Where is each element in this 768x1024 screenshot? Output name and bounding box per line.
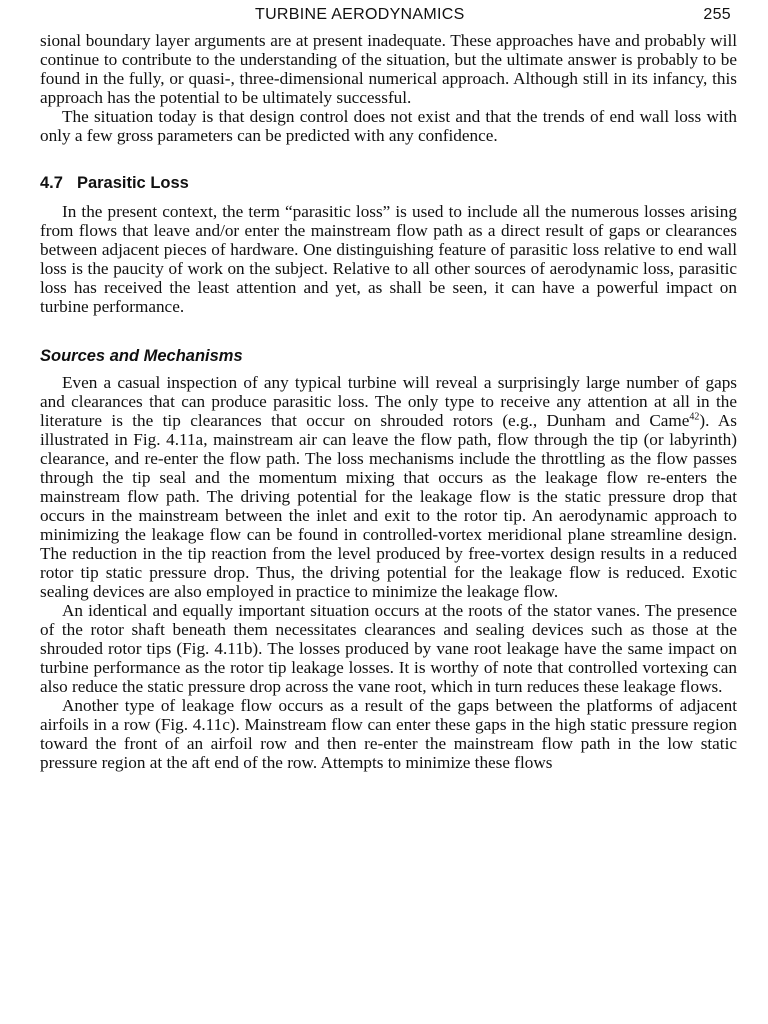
section-number: 4.7	[40, 174, 63, 192]
paragraph	[40, 373, 737, 601]
paragraph-text: Even a casual inspection of any typical turbine will reveal a surprisingly large number of gaps and clearances that can produce parasitic loss. The only type to receive any attention at all in the literature is the tip clearances that occur on shrouded rotors (e.g., Dunham and Came	[40, 373, 737, 430]
running-title: TURBINE AERODYNAMICS	[255, 6, 465, 23]
page-number: 255	[703, 6, 731, 23]
paragraph: The situation today is that design control does not exist and that the trends of end wall loss with only a few gross parameters can be predicted with any confidence.	[40, 107, 737, 145]
paragraph: An identical and equally important situation occurs at the roots of the stator vanes. The presence of the rotor shaft beneath them necessitates clearances and sealing devices such as those at the shrouded rotor tips (Fig. 4.11b). The losses produced by vane root leakage have the same impact on turbine performance as the rotor tip leakage losses. It is worthy of note that controlled vortexing can also reduce the static pressure drop across the vane root, which in turn reduces these leakage flows.	[40, 601, 737, 696]
paragraph-text: ). As illustrated in Fig. 4.11a, mainstream air can leave the flow path, flow through the tip (or labyrinth) clearance, and re-enter the flow path. The loss mechanisms include the throttling as the flow passes through the tip seal and the momentum mixing that occurs as the leakage flow re-enters the mainstream flow path. The driving potential for the leakage flow is the static pressure drop that occurs in the mainstream between the inlet and exit to the rotor tip. An aerodynamic approach to minimizing the leakage flow can be found in controlled-vortex meridional plane streamline design. The reduction in the tip reaction from the level produced by free-vortex design results in a reduced rotor tip static pressure drop. Thus, the driving potential for the leakage flow is reduced. Exotic sealing devices are also employed in practice to minimize the leakage flow.	[40, 411, 737, 601]
citation-reference: 42	[689, 411, 700, 423]
subsection-heading: Sources and Mechanisms	[40, 347, 243, 365]
running-header	[40, 6, 737, 28]
paragraph: Another type of leakage flow occurs as a result of the gaps between the platforms of adjacent airfoils in a row (Fig. 4.11c). Mainstream flow can enter these gaps in the high static pressure region toward the front of an airfoil row and then re-enter the mainstream flow path in the low static pressure region at the aft end of the row. Attempts to minimize these flows	[40, 696, 737, 772]
continued-paragraph: sional boundary layer arguments are at present inadequate. These approaches have and probably will continue to contribute to the understanding of the situation, but the ultimate answer is probably to be found in the fully, or quasi-, three-dimensional numerical approach. Although still in its infancy, this approach has the potential to be ultimately successful.	[40, 31, 737, 107]
section-title: Parasitic Loss	[76, 174, 189, 192]
paragraph: In the present context, the term “parasitic loss” is used to include all the numerous losses arising from flows that leave and/or enter the mainstream flow path as a direct result of gaps or clearances between adjacent pieces of hardware. One distinguishing feature of parasitic loss relative to end wall loss is the paucity of work on the subject. Relative to all other sources of aerodynamic loss, parasitic loss has received the least attention and yet, as shall be seen, it can have a powerful impact on turbine performance.	[40, 202, 737, 316]
section-heading	[40, 173, 737, 193]
book-page	[40, 6, 737, 772]
